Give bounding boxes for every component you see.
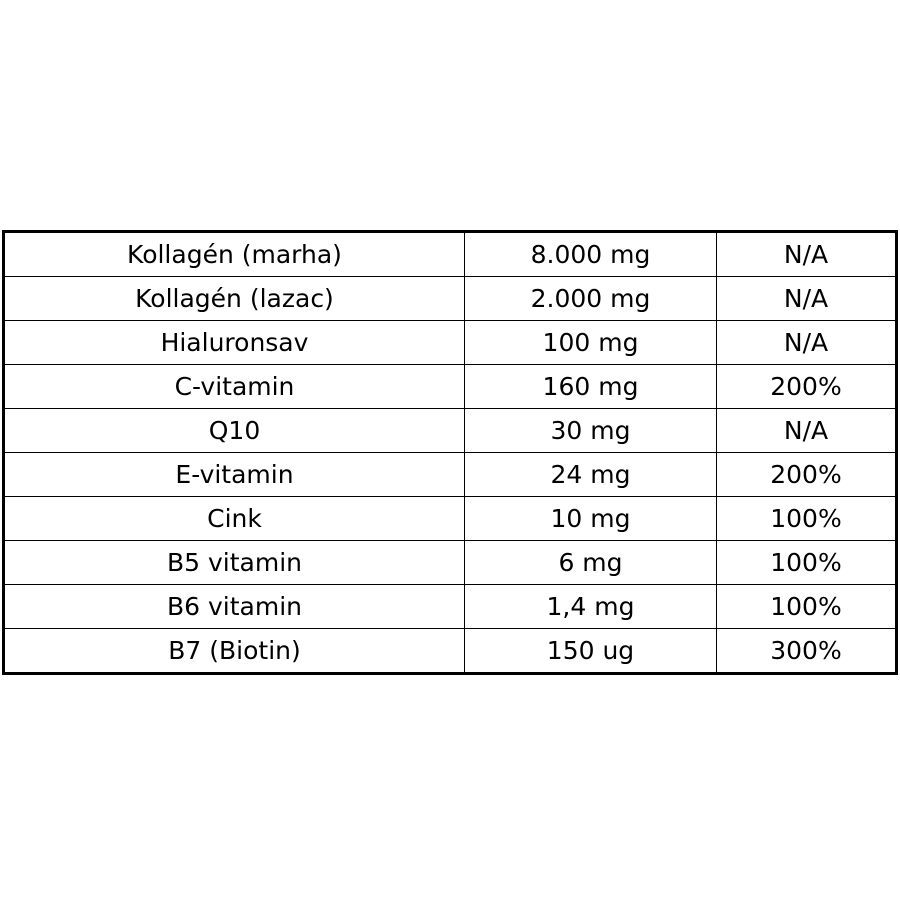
ingredient-cell: Kollagén (lazac) <box>4 277 465 321</box>
ingredient-cell: Hialuronsav <box>4 321 465 365</box>
ingredient-cell: C-vitamin <box>4 365 465 409</box>
ingredient-cell: Cink <box>4 497 465 541</box>
table-row <box>4 321 897 365</box>
amount-cell: 2.000 mg <box>465 277 717 321</box>
amount-cell: 100 mg <box>465 321 717 365</box>
ingredient-cell: Q10 <box>4 409 465 453</box>
percent-cell: 100% <box>717 497 897 541</box>
ingredient-cell: Kollagén (marha) <box>4 232 465 277</box>
amount-cell: 30 mg <box>465 409 717 453</box>
percent-cell: 300% <box>717 629 897 674</box>
percent-cell: N/A <box>717 277 897 321</box>
amount-cell: 24 mg <box>465 453 717 497</box>
amount-cell: 10 mg <box>465 497 717 541</box>
percent-cell: 100% <box>717 541 897 585</box>
amount-cell: 8.000 mg <box>465 232 717 277</box>
amount-cell: 1,4 mg <box>465 585 717 629</box>
table-row <box>4 585 897 629</box>
ingredients-table-container <box>2 230 898 675</box>
percent-cell: 200% <box>717 365 897 409</box>
ingredient-cell: B7 (Biotin) <box>4 629 465 674</box>
table-row <box>4 232 897 277</box>
table-row <box>4 365 897 409</box>
amount-cell: 150 ug <box>465 629 717 674</box>
table-row <box>4 409 897 453</box>
percent-cell: N/A <box>717 232 897 277</box>
ingredients-table <box>2 230 898 675</box>
table-row <box>4 497 897 541</box>
table-row <box>4 629 897 674</box>
percent-cell: 200% <box>717 453 897 497</box>
amount-cell: 160 mg <box>465 365 717 409</box>
percent-cell: N/A <box>717 409 897 453</box>
ingredients-table-body <box>4 232 897 674</box>
ingredient-cell: B6 vitamin <box>4 585 465 629</box>
amount-cell: 6 mg <box>465 541 717 585</box>
percent-cell: N/A <box>717 321 897 365</box>
percent-cell: 100% <box>717 585 897 629</box>
table-row <box>4 453 897 497</box>
ingredient-cell: B5 vitamin <box>4 541 465 585</box>
ingredient-cell: E-vitamin <box>4 453 465 497</box>
table-row <box>4 541 897 585</box>
table-row <box>4 277 897 321</box>
